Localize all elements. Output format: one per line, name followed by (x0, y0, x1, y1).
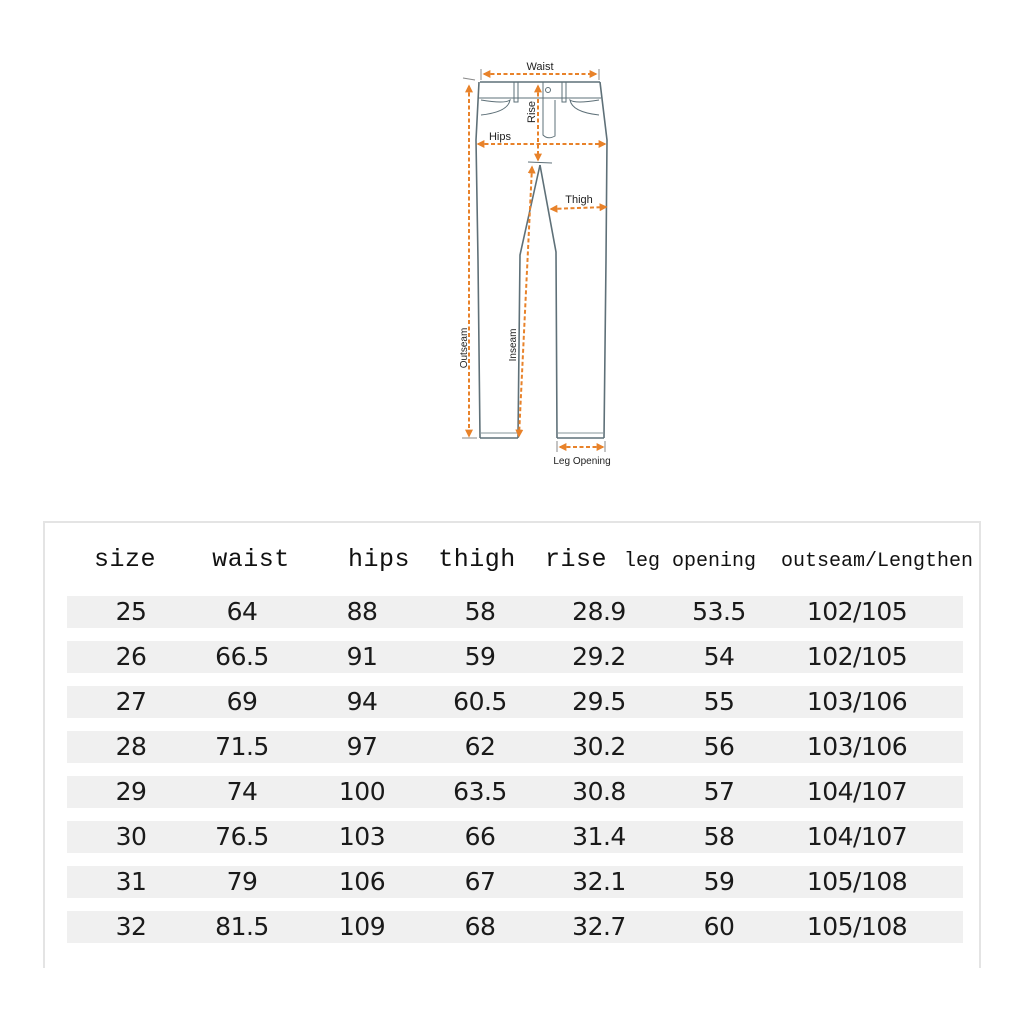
cell-size: 32 (115, 912, 147, 941)
cell-thigh: 68 (464, 912, 496, 941)
cell-thigh: 58 (464, 597, 496, 626)
outseam-label: Outseam (459, 327, 470, 369)
cell-rise: 29.2 (572, 642, 626, 671)
waist-label: Waist (526, 61, 554, 73)
cell-waist: 69 (226, 687, 258, 716)
leg-opening-label: Leg Opening (553, 456, 611, 467)
cell-rise: 28.9 (572, 597, 626, 626)
column-header-thigh: thigh (438, 545, 516, 574)
cell-waist: 74 (226, 777, 258, 806)
cell-outseam-lengthen: 102/105 (806, 597, 908, 626)
cell-thigh: 59 (464, 642, 496, 671)
cell-leg-opening: 53.5 (692, 597, 746, 626)
cell-leg-opening: 60 (703, 912, 735, 941)
cell-leg-opening: 59 (703, 867, 735, 896)
cell-hips: 94 (346, 687, 378, 716)
table-row (67, 596, 963, 628)
column-header-hips: hips (347, 545, 411, 574)
cell-size: 31 (115, 867, 147, 896)
cell-thigh: 62 (464, 732, 496, 761)
table-row (67, 776, 963, 808)
table-row (67, 731, 963, 763)
column-header-waist: waist (212, 545, 290, 574)
table-row (67, 821, 963, 853)
cell-waist: 76.5 (215, 822, 269, 851)
cell-waist: 79 (226, 867, 258, 896)
cell-size: 28 (115, 732, 147, 761)
cell-waist: 66.5 (215, 642, 269, 671)
cell-thigh: 60.5 (453, 687, 507, 716)
column-header-leg-opening: leg opening (623, 550, 757, 573)
cell-hips: 100 (338, 777, 386, 806)
cell-rise: 29.5 (572, 687, 626, 716)
cell-outseam-lengthen: 103/106 (806, 687, 908, 716)
table-row (67, 866, 963, 898)
cell-waist: 81.5 (215, 912, 269, 941)
cell-thigh: 63.5 (453, 777, 507, 806)
cell-rise: 30.8 (572, 777, 626, 806)
cell-outseam-lengthen: 103/106 (806, 732, 908, 761)
cell-hips: 106 (338, 867, 386, 896)
cell-leg-opening: 55 (703, 687, 735, 716)
thigh-label: Thigh (565, 194, 593, 206)
column-header-size: size (93, 545, 157, 574)
cell-outseam-lengthen: 104/107 (806, 822, 908, 851)
cell-rise: 32.7 (572, 912, 626, 941)
table-row (67, 911, 963, 943)
inseam-label: Inseam (508, 328, 519, 362)
column-header-outseam-lengthen: outseam/Lengthen (780, 550, 974, 573)
cell-waist: 64 (226, 597, 258, 626)
cell-hips: 88 (346, 597, 378, 626)
rise-label: Rise (526, 100, 538, 124)
cell-size: 30 (115, 822, 147, 851)
cell-hips: 109 (338, 912, 386, 941)
cell-hips: 97 (346, 732, 378, 761)
cell-hips: 103 (338, 822, 386, 851)
table-row (67, 641, 963, 673)
cell-outseam-lengthen: 105/108 (806, 912, 908, 941)
pants-measurement-diagram (440, 50, 640, 480)
cell-leg-opening: 57 (703, 777, 735, 806)
cell-size: 25 (115, 597, 147, 626)
cell-outseam-lengthen: 104/107 (806, 777, 908, 806)
cell-size: 26 (115, 642, 147, 671)
pants-outline-icon (440, 50, 640, 480)
cell-size: 27 (115, 687, 147, 716)
cell-size: 29 (115, 777, 147, 806)
cell-outseam-lengthen: 105/108 (806, 867, 908, 896)
cell-hips: 91 (346, 642, 378, 671)
column-header-rise: rise (544, 545, 608, 574)
cell-waist: 71.5 (215, 732, 269, 761)
table-header-row (45, 523, 979, 598)
cell-rise: 32.1 (572, 867, 626, 896)
hips-label: Hips (488, 131, 512, 143)
table-row (67, 686, 963, 718)
cell-thigh: 66 (464, 822, 496, 851)
cell-leg-opening: 54 (703, 642, 735, 671)
size-chart-table (43, 521, 981, 968)
cell-thigh: 67 (464, 867, 496, 896)
cell-outseam-lengthen: 102/105 (806, 642, 908, 671)
cell-rise: 30.2 (572, 732, 626, 761)
cell-rise: 31.4 (572, 822, 626, 851)
cell-leg-opening: 56 (703, 732, 735, 761)
cell-leg-opening: 58 (703, 822, 735, 851)
